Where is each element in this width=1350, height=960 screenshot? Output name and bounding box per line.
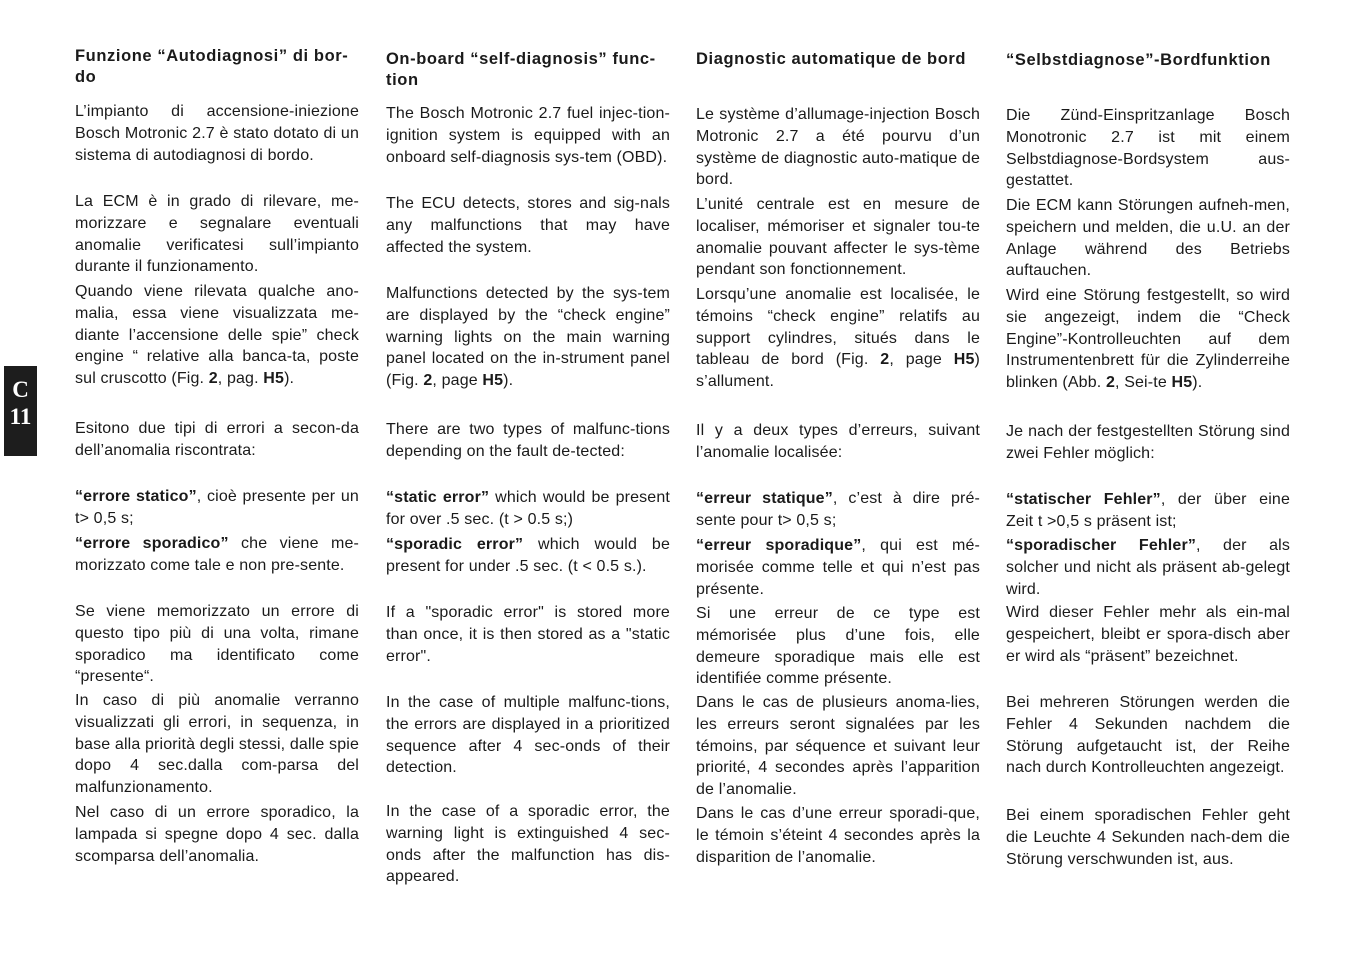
- section-title: Diagnostic automatique de bord: [696, 50, 967, 68]
- paragraph: Esitono due tipi di errori a secon-da dell’anomalia riscontrata:: [75, 420, 359, 459]
- paragraph: Dans le cas d’une erreur sporadi-que, le témoin s’éteint 4 secondes après la disparition de l’anomalie.: [696, 805, 980, 866]
- paragraph: Lorsqu’une anomalie est localisée, le témoins “check engine” relatifs au support cylindres, situés dans le tableau de bord (Fig. 2, page H5) s’allument.: [696, 286, 980, 391]
- paragraph: “errore statico”, cioè presente per un t> 0,5 s;: [75, 488, 359, 527]
- paragraph: Wird eine Störung festgestellt, so wird sie angezeigt, indem die “Check Engine”-Kontrolleuchten auf dem Instrumentenbrett für die Zylinderreihe blinken (Abb. 2, Sei-te H5).: [1006, 287, 1290, 392]
- paragraph: Die ECM kann Störungen aufneh-men, speichern und melden, die u.U. an der Anlage während des Betriebs auftauchen.: [1006, 197, 1290, 280]
- paragraph: “sporadischer Fehler”, der als solcher und nicht als präsent ab-gelegt wird.: [1006, 537, 1290, 598]
- paragraph: Die Zünd-Einspritzanlage Bosch Monotronic 2.7 ist mit einem Selbstdiagnose-Bordsystem aus-gestattet.: [1006, 107, 1290, 190]
- paragraph: Si une erreur de ce type est mémorisée plus d’une fois, elle demeure sporadique mais elle est identifiée comme présente.: [696, 605, 980, 688]
- paragraph: Je nach der festgestellten Störung sind zwei Fehler möglich:: [1006, 423, 1290, 462]
- paragraph: “static error” which would be present for over .5 sec. (t > 0.5 s;): [386, 489, 670, 528]
- paragraph: Wird dieser Fehler mehr als ein-mal gespeichert, bleibt er spora-disch aber er wird als “präsent” bezeichnet.: [1006, 604, 1290, 665]
- paragraph: L’impianto di accensione-iniezione Bosch Motronic 2.7 è stato dotato di un sistema di autodiagnosi di bordo.: [75, 103, 359, 164]
- paragraph: There are two types of malfunc-tions depending on the fault de-tected:: [386, 421, 670, 460]
- section-title: Funzione “Autodiagnosi” di bor-do: [75, 47, 349, 86]
- paragraph: “errore sporadico” che viene me-morizzato come tale e non pre-sente.: [75, 535, 359, 574]
- section-letter: C: [12, 377, 29, 402]
- paragraph: Bei mehreren Störungen werden die Fehler 4 Sekunden nachdem die Störung aufgetaucht ist, der Reihe nach durch Kontrolleuchten angezeigt.: [1006, 694, 1290, 777]
- paragraph: Malfunctions detected by the sys-tem are displayed by the “check engine” warning lights on the main warning panel located on the in-strument panel (Fig. 2, page H5).: [386, 285, 670, 390]
- paragraph: The ECU detects, stores and sig-nals any malfunctions that may have affected the system.: [386, 195, 670, 256]
- paragraph: L’unité centrale est en mesure de localiser, mémoriser et signaler tou-te anomalie pouvant affecter le sys-tème pendant son fonctionnement.: [696, 196, 980, 279]
- paragraph: Se viene memorizzato un errore di questo tipo più di una volta, rimane sporadico ma identificato come “presente“.: [75, 603, 359, 686]
- section-number: 11: [9, 404, 32, 429]
- paragraph: Il y a deux types d’erreurs, suivant l’anomalie localisée:: [696, 422, 980, 461]
- paragraph: “sporadic error” which would be present for under .5 sec. (t < 0.5 s.).: [386, 536, 670, 575]
- paragraph: If a "sporadic error" is stored more than once, it is then stored as a "static error".: [386, 604, 670, 665]
- paragraph: “statischer Fehler”, der über eine Zeit t >0,5 s präsent ist;: [1006, 491, 1290, 530]
- paragraph: In caso di più anomalie verranno visualizzati gli errori, in sequenza, in base alla priorità degli stessi, dalle spie dopo 4 sec.dalla com-parsa del malfunzionamento.: [75, 692, 359, 797]
- paragraph: Le système d’allumage-injection Bosch Motronic 2.7 a été pourvu d’un système de diagnostic auto-matique de bord.: [696, 106, 980, 189]
- paragraph: In the case of a sporadic error, the warning light is extinguished 4 sec-onds after the malfunction has dis-appeared.: [386, 803, 670, 886]
- paragraph: The Bosch Motronic 2.7 fuel injec-tion-ignition system is equipped with an onboard self-diagnosis sys-tem (OBD).: [386, 105, 670, 166]
- paragraph: “erreur statique”, c’est à dire pré-sente pour t> 0,5 s;: [696, 490, 980, 529]
- paragraph: Bei einem sporadischen Fehler geht die Leuchte 4 Sekunden nach-dem die Störung verschwunden ist, aus.: [1006, 807, 1290, 868]
- paragraph: Nel caso di un errore sporadico, la lampada si spegne dopo 4 sec. dalla scomparsa dell’anomalia.: [75, 804, 359, 865]
- paragraph: In the case of multiple malfunc-tions, the errors are displayed in a prioritized sequence after 4 sec-onds of their detection.: [386, 694, 670, 777]
- paragraph: Dans le cas de plusieurs anoma-lies, les erreurs seront signalées par les témoins, par séquence et suivant leur priorité, 4 secondes après l’apparition de l’anomalie.: [696, 694, 980, 799]
- paragraph: La ECM è in grado di rilevare, me-morizzare e segnalare eventuali anomalie verificatesi sull’impianto durante il funzionamento.: [75, 193, 359, 276]
- section-title: “Selbstdiagnose”-Bordfunktion: [1006, 51, 1271, 69]
- section-tab: [4, 366, 37, 456]
- section-title: On-board “self-diagnosis” func-tion: [386, 50, 656, 89]
- paragraph: “erreur sporadique”, qui est mé-morisée comme telle et qui n’est pas présente.: [696, 537, 981, 598]
- paragraph: Quando viene rilevata qualche ano-malia, essa viene visualizzata me-diante l’accensione delle spie” check engine “ relative alla banca-ta, poste sul cruscotto (Fig. 2, pag. H5).: [75, 283, 359, 388]
